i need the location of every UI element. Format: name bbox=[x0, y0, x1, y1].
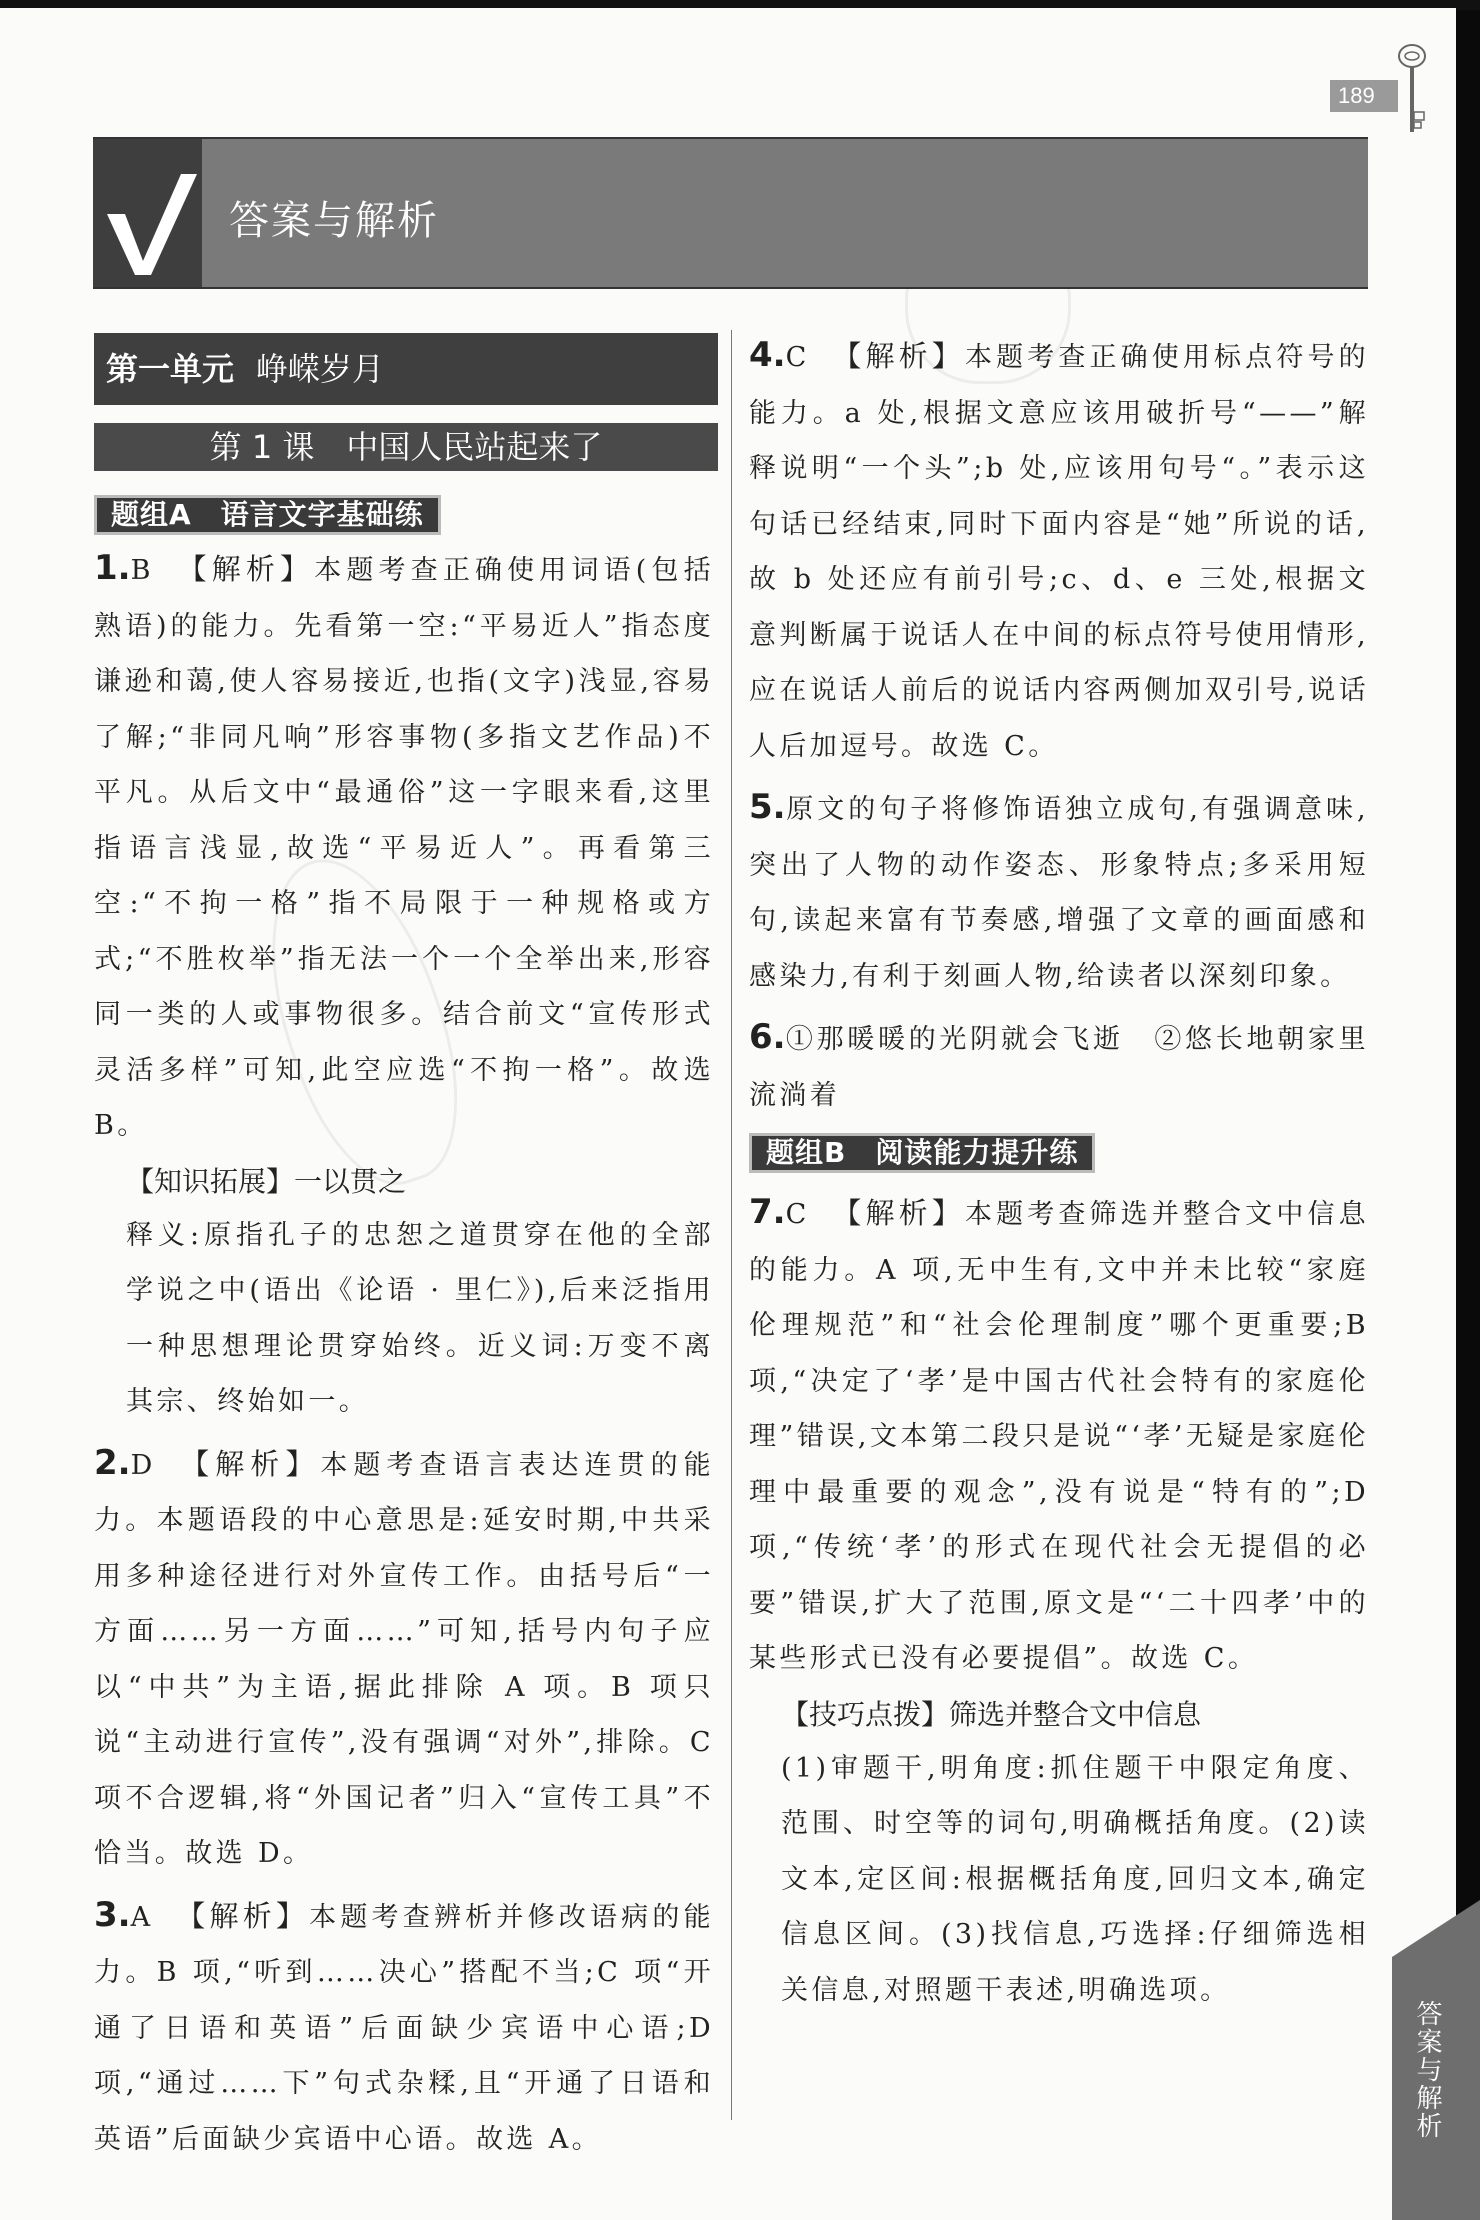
answer-item-5 bbox=[749, 780, 1369, 1004]
unit-heading bbox=[94, 333, 718, 405]
analysis-text: 本题考查正确使用词语(包括熟语)的能力。先看第一空:“平易近人”指态度谦逊和蔼,使人容易接近,也指(文字)浅显,容易了解;“非同凡响”形容事物(多指文艺作品)不平凡。从后文中“最通俗”这一字眼来看,这里指语言浅显,故选“平易近人”。再看第三空:“不拘一格”指不局限于一种规格或方式;“不胜枚举”指无法一个一个全举出来,形容同一类的人或事物很多。结合前文“宣传形式灵活多样”可知,此空应选“不拘一格”。故选 B。 bbox=[94, 555, 714, 1141]
left-column bbox=[94, 333, 714, 2167]
answer-letter: B bbox=[130, 555, 154, 586]
answer-letter: A bbox=[130, 1901, 154, 1933]
answer-item-2 bbox=[94, 1436, 714, 1882]
analysis-tag: 【解析】 bbox=[831, 1196, 965, 1230]
right-column bbox=[749, 322, 1369, 2018]
answer-item-3 bbox=[94, 1888, 714, 2168]
analysis-tag: 【解析】 bbox=[831, 339, 965, 373]
group-a-tag: 题组A 语言文字基础练 bbox=[94, 495, 441, 535]
analysis-tag: 【解析】 bbox=[177, 1446, 321, 1481]
knowledge-extension-heading: 【知识拓展】一以贯之 bbox=[126, 1164, 407, 1198]
analysis-tag: 【解析】 bbox=[175, 1898, 310, 1933]
check-block bbox=[93, 139, 202, 287]
unit-name: 峥嵘岁月 bbox=[256, 350, 385, 388]
question-number: 7. bbox=[749, 1192, 786, 1232]
question-number: 6. bbox=[749, 1017, 786, 1057]
side-tab-label: 答案与解析 bbox=[1412, 2000, 1442, 2140]
question-number: 2. bbox=[94, 1442, 131, 1483]
answer-letter: C bbox=[785, 342, 810, 373]
analysis-text: 本题考查筛选并整合文中信息的能力。A 项,无中生有,文中并未比较“家庭伦理规范”和“社会伦理制度”哪个更重要;B 项,“决定了‘孝’是中国古代社会特有的家庭伦理”错误,文本第二段只是说“‘孝’无疑是家庭伦理中最重要的观念”,没有说是“特有的”;D 项,“传统‘孝’的形式在现代社会无提倡的必要”错误,扩大了范围,原文是“‘二十四孝’中的某些形式已没有必要提倡”。故选 C。 bbox=[749, 1199, 1369, 1674]
question-number: 4. bbox=[749, 335, 786, 375]
column-divider bbox=[731, 330, 732, 2120]
answer-item-1 bbox=[94, 541, 714, 1154]
analysis-text: 本题考查辨析并修改语病的能力。B 项,“听到……决心”搭配不当;C 项“开通了日语和英语”后面缺少宾语中心语;D 项,“通过……下”句式杂糅,且“开通了日语和英语”后面缺少宾语中心语。故选 A。 bbox=[94, 1901, 714, 2155]
lesson-heading: 第 1 课 中国人民站起来了 bbox=[94, 423, 718, 471]
answer-text: ①那暖暖的光阴就会飞逝 ②悠长地朝家里流淌着 bbox=[749, 1024, 1369, 1111]
tips-text: (1)审题干,明角度:抓住题干中限定角度、范围、时空等的词句,明确概括角度。(2)读文本,定区间:根据概括角度,回归文本,确定信息区间。(3)找信息,巧选择:仔细筛选相关信息,对照题干表述,明确选项。 bbox=[781, 1752, 1369, 2006]
question-number: 3. bbox=[94, 1894, 131, 1935]
analysis-tag: 【解析】 bbox=[175, 552, 315, 586]
group-b-tag: 题组B 阅读能力提升练 bbox=[749, 1133, 1095, 1173]
answer-letter: C bbox=[785, 1199, 810, 1230]
page-number: 189 bbox=[1330, 80, 1398, 112]
question-number: 1. bbox=[94, 548, 131, 588]
analysis-text: 本题考查语言表达连贯的能力。本题语段的中心意思是:延安时期,中共采用多种途径进行对外宣传工作。由括号后“一方面……另一方面……”可知,括号内句子应以“中共”为主语,据此排除 A 项。B 项只说“主动进行宣传”,没有强调“对外”,排除。C 项不合逻辑,将“外国记者”归入“宣传工具”不恰当。故选 D。 bbox=[94, 1449, 714, 1869]
question-number: 5. bbox=[749, 787, 786, 827]
key-icon bbox=[1392, 42, 1432, 142]
tips-heading: 【技巧点拨】筛选并整合文中信息 bbox=[781, 1697, 1202, 1731]
answer-item-7 bbox=[749, 1185, 1369, 1687]
analysis-text: 本题考查正确使用标点符号的能力。a 处,根据文意应该用破折号“——”解释说明“一个头”;b 处,应该用句号“。”表示这句话已经结束,同时下面内容是“她”所说的话,故 b 处还应有前引号;c、d、e 三处,根据文意判断属于说话人在中间的标点符号使用情形,应在说话人前后的说话内容两侧加双引号,说话人后加逗号。故选 C。 bbox=[749, 342, 1369, 762]
answer-item-4 bbox=[749, 328, 1369, 774]
checkmark-icon bbox=[99, 169, 199, 279]
answer-item-6 bbox=[749, 1010, 1369, 1123]
answer-letter: D bbox=[130, 1449, 156, 1481]
answer-text: 原文的句子将修饰语独立成句,有强调意味,突出了人物的动作姿态、形象特点;多采用短句,读起来富有节奏感,增强了文章的画面感和感染力,有利于刻画人物,给读者以深刻印象。 bbox=[749, 794, 1369, 992]
knowledge-extension-text: 释义:原指孔子的忠恕之道贯穿在他的全部学说之中(语出《论语 · 里仁》),后来泛指用一种思想理论贯穿始终。近义词:万变不离其宗、终始如一。 bbox=[126, 1219, 714, 1417]
section-title: 答案与解析 bbox=[229, 198, 439, 244]
unit-number: 第一单元 bbox=[106, 350, 235, 388]
section-header-band bbox=[93, 137, 1368, 289]
